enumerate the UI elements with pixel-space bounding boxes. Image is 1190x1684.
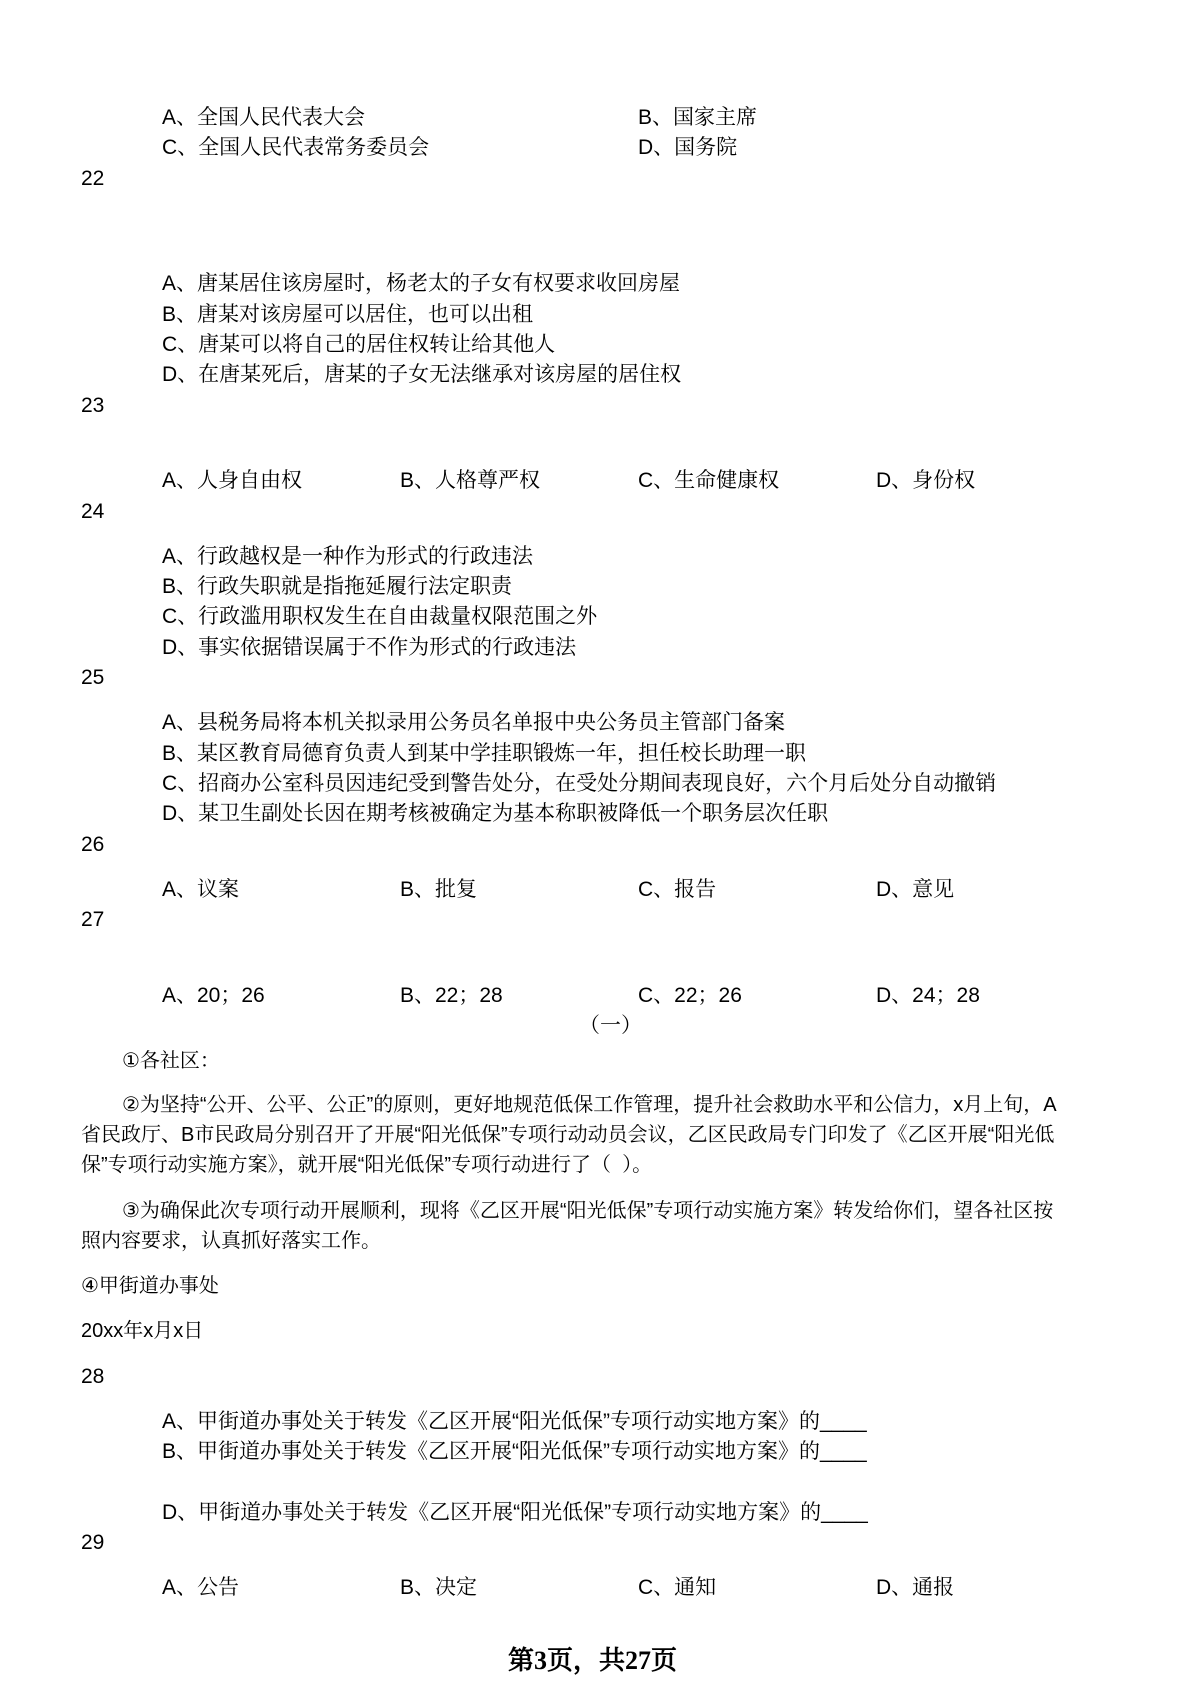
document-paragraph-line: ③为确保此次专项行动开展顺利，现将《乙区开展“阳光低保”专项行动实施方案》转发给你们，望各社区按 <box>122 1199 1054 1222</box>
option-b: B、批复 <box>400 877 478 901</box>
option-c: C、生命健康权 <box>638 469 780 493</box>
document-salutation: ①各社区： <box>122 1050 220 1073</box>
option-b: B、唐某对该房屋可以居住，也可以出租 <box>162 302 534 326</box>
option-b: B、国家主席 <box>638 106 758 129</box>
option-b: B、22；28 <box>400 983 503 1007</box>
option-b: B、某区教育局德育负责人到某中学挂职锻炼一年，担任校长助理一职 <box>162 741 807 765</box>
question-number: 29 <box>81 1531 105 1555</box>
option-c: C、行政滥用职权发生在自由裁量权限范围之外 <box>162 605 598 629</box>
option-c: C、报告 <box>638 877 717 901</box>
option-c: C、招商办公室科员因违纪受到警告处分，在受处分期间表现良好，六个月后处分自动撤销 <box>162 771 997 795</box>
question-stem-line <box>0 905 1190 935</box>
question-stem-line <box>0 497 1190 527</box>
question-stem-line <box>0 830 1190 860</box>
option-row <box>0 981 1190 1011</box>
question-stem-line <box>0 935 1190 965</box>
option-c <box>0 1468 1190 1498</box>
document-date: 20xx年x月x日 <box>81 1320 204 1343</box>
document-paragraph-line: 照内容要求，认真抓好落实工作。 <box>81 1229 381 1252</box>
option-c: C、22；26 <box>638 983 742 1007</box>
option-b: B、行政失职就是指拖延履行法定职责 <box>162 575 513 599</box>
question-stem-line <box>0 224 1190 254</box>
option-d: D、事实依据错误属于不作为形式的行政违法 <box>162 635 577 659</box>
page-content <box>0 103 1190 1604</box>
document-paragraph-line: ②为坚持“公开、公平、公正”的原则，更好地规范低保工作管理，提升社会救助水平和公信力，x月上旬，A <box>122 1093 1057 1116</box>
option-a: A、议案 <box>162 877 240 901</box>
question-stem-line <box>0 663 1190 693</box>
option-a: A、行政越权是一种作为形式的行政违法 <box>162 544 534 568</box>
document-paragraph-line: 省民政厅、B市民政局分别召开了开展“阳光低保”专项行动动员会议，乙区民政局专门印发了《乙区开展“阳光低 <box>81 1123 1055 1146</box>
page-number-footer: 第3页，共27页 <box>508 1646 678 1675</box>
document-signature: ④甲街道办事处 <box>81 1275 219 1298</box>
option-a: A、甲街道办事处关于转发《乙区开展“阳光低保”专项行动实地方案》的____ <box>162 1409 867 1433</box>
option-d: D、通报 <box>876 1576 955 1600</box>
option-d: D、国务院 <box>638 136 738 160</box>
option-row <box>0 875 1190 905</box>
document-paragraph-line: 保”专项行动实施方案》，就开展“阳光低保”专项行动进行了（ ）。 <box>81 1154 653 1177</box>
question-number: 26 <box>81 832 105 856</box>
option-d: D、甲街道办事处关于转发《乙区开展“阳光低保”专项行动实地方案》的____ <box>162 1500 868 1524</box>
option-a: A、人身自由权 <box>162 469 303 493</box>
option-c: C、全国人民代表常务委员会 <box>162 136 430 160</box>
question-number: 25 <box>81 666 105 690</box>
question-stem-line <box>0 391 1190 421</box>
option-b: B、人格尊严权 <box>400 469 541 493</box>
question-stem-line <box>0 194 1190 224</box>
option-b: B、甲街道办事处关于转发《乙区开展“阳光低保”专项行动实地方案》的____ <box>162 1440 867 1464</box>
question-stem-line <box>0 1528 1190 1558</box>
option-d: D、24；28 <box>876 983 980 1007</box>
option-d: D、身份权 <box>876 469 976 493</box>
option-c: C、唐某可以将自己的居住权转让给其他人 <box>162 333 556 357</box>
option-row <box>0 103 1190 133</box>
option-d: D、某卫生副处长因在期考核被确定为基本称职被降低一个职务层次任职 <box>162 802 829 826</box>
option-a: A、县税务局将本机关拟录用公务员名单报中央公务员主管部门备案 <box>162 711 786 735</box>
section-heading: （一） <box>579 1014 642 1038</box>
question-number: 27 <box>81 908 105 932</box>
question-stem-line <box>0 421 1190 451</box>
option-d: D、在唐某死后，唐某的子女无法继承对该房屋的居住权 <box>162 363 682 387</box>
question-number: 28 <box>81 1364 105 1388</box>
question-number: 23 <box>81 393 105 417</box>
option-row <box>0 466 1190 496</box>
question-stem-line <box>0 1362 1190 1392</box>
option-row <box>0 133 1190 163</box>
question-number: 24 <box>81 499 105 523</box>
question-number: 22 <box>81 166 105 190</box>
option-a: A、全国人民代表大会 <box>162 106 366 129</box>
option-c: C、通知 <box>638 1576 717 1600</box>
question-stem-line <box>0 164 1190 194</box>
option-a: A、20；26 <box>162 983 265 1007</box>
option-d: D、意见 <box>876 877 955 901</box>
option-a: A、公告 <box>162 1576 240 1600</box>
option-a: A、唐某居住该房屋时，杨老太的子女有权要求收回房屋 <box>162 272 681 296</box>
option-b: B、决定 <box>400 1576 478 1600</box>
option-row <box>0 1573 1190 1603</box>
